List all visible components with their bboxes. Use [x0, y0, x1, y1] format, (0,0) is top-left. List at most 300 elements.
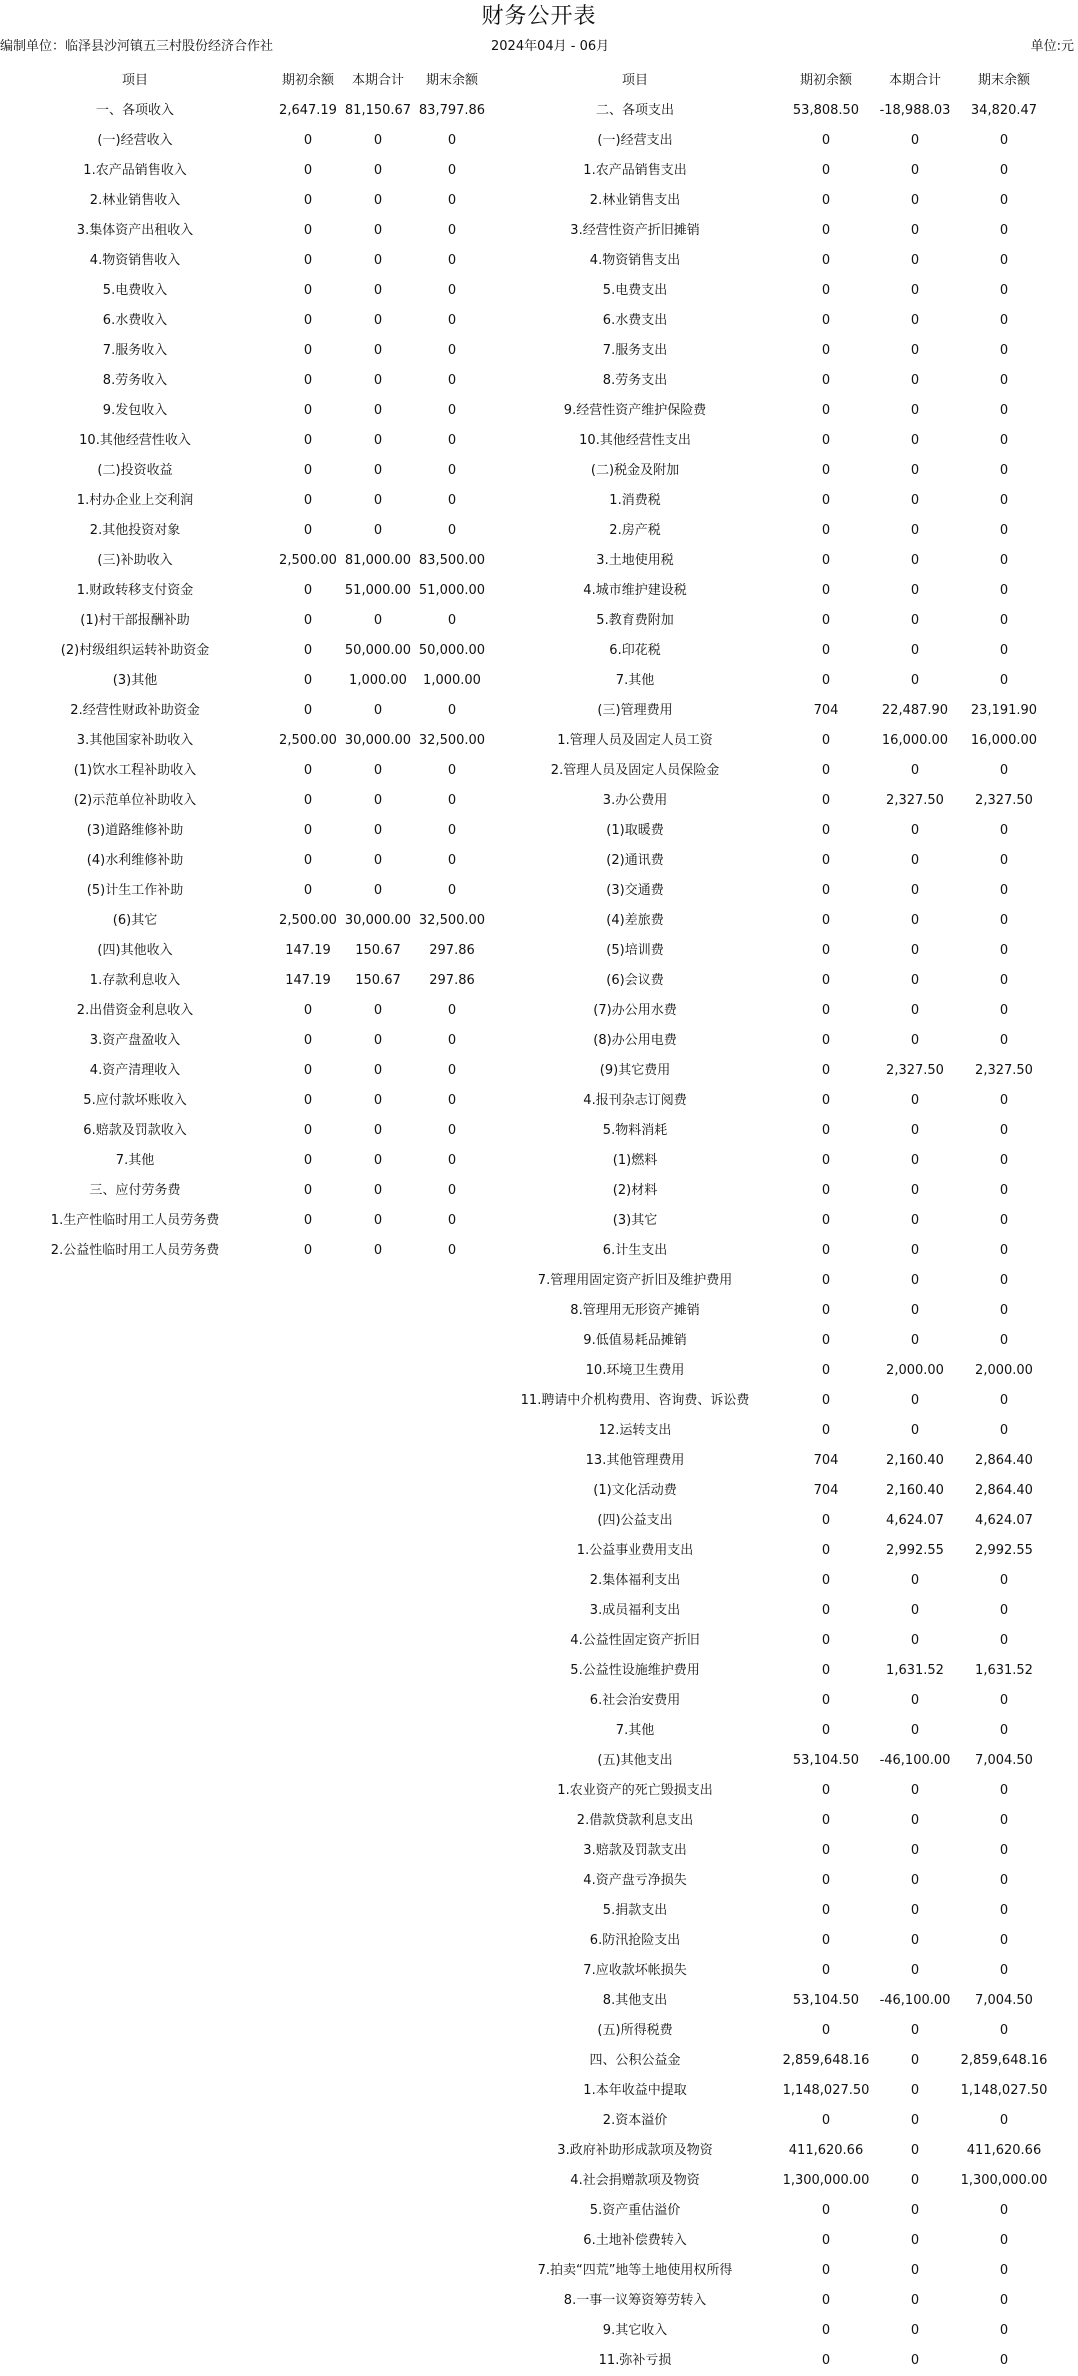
cell-expense-closing: 0 — [999, 913, 1009, 928]
cell-expense-opening: 704 — [813, 1483, 839, 1498]
cell-expense-item: 10.环境卫生费用 — [585, 1363, 685, 1378]
cell-income-period: 0 — [373, 883, 383, 898]
cell-expense-item: (1)取暖费 — [606, 823, 664, 838]
cell-income-closing: 0 — [447, 853, 457, 868]
cell-expense-period: 0 — [910, 1783, 920, 1798]
table-row — [0, 1866, 1078, 1896]
cell-income-opening: 0 — [303, 373, 313, 388]
cell-income-period: 0 — [373, 1243, 383, 1258]
table-row — [0, 1836, 1078, 1866]
cell-income-opening: 0 — [303, 613, 313, 628]
cell-expense-period: 0 — [910, 493, 920, 508]
table-row — [0, 1596, 1078, 1626]
cell-expense-period: 2,992.55 — [886, 1543, 944, 1558]
cell-expense-item: 4.社会捐赠款项及物资 — [570, 2173, 700, 2188]
cell-income-closing: 0 — [447, 163, 457, 178]
cell-income-opening: 0 — [303, 283, 313, 298]
cell-income-period: 0 — [373, 1213, 383, 1228]
cell-income-opening: 0 — [303, 223, 313, 238]
cell-expense-closing: 0 — [999, 1123, 1009, 1138]
cell-expense-opening: 0 — [821, 583, 831, 598]
cell-expense-item: 6.水费支出 — [602, 313, 668, 328]
cell-income-opening: 0 — [303, 163, 313, 178]
cell-income-opening: 2,647.19 — [279, 103, 337, 118]
cell-expense-item: (9)其它费用 — [599, 1063, 671, 1078]
table-row — [0, 1776, 1078, 1806]
cell-expense-period: 0 — [910, 1393, 920, 1408]
table-row — [0, 1326, 1078, 1356]
table-row — [0, 1686, 1078, 1716]
cell-income-period: 0 — [373, 463, 383, 478]
table-row — [0, 606, 1078, 636]
cell-expense-opening: 0 — [821, 2263, 831, 2278]
cell-expense-period: 0 — [910, 2023, 920, 2038]
cell-expense-item: (五)其他支出 — [597, 1753, 673, 1768]
cell-expense-closing: 0 — [999, 1963, 1009, 1978]
cell-expense-opening: 0 — [821, 2323, 831, 2338]
cell-expense-period: 0 — [910, 163, 920, 178]
cell-income-period: 0 — [373, 493, 383, 508]
cell-expense-closing: 0 — [999, 2233, 1009, 2248]
table-row — [0, 1236, 1078, 1266]
cell-expense-opening: 0 — [821, 1693, 831, 1708]
cell-expense-item: 3.赔款及罚款支出 — [583, 1843, 687, 1858]
cell-expense-period: 2,327.50 — [886, 793, 944, 808]
cell-income-opening: 0 — [303, 1093, 313, 1108]
cell-expense-period: 0 — [910, 973, 920, 988]
table-row — [0, 1896, 1078, 1926]
cell-expense-closing: 0 — [999, 1393, 1009, 1408]
table-row — [0, 1176, 1078, 1206]
cell-expense-item: 1.农产品销售支出 — [583, 163, 687, 178]
cell-expense-closing: 2,864.40 — [975, 1453, 1033, 1468]
cell-expense-item: 2.集体福利支出 — [589, 1573, 681, 1588]
cell-expense-opening: 0 — [821, 823, 831, 838]
compiling-unit: 编制单位：临泽县沙河镇五三村股份经济合作社 — [0, 39, 274, 54]
cell-income-closing: 0 — [447, 703, 457, 718]
cell-expense-opening: 0 — [821, 1573, 831, 1588]
cell-expense-closing: 0 — [999, 1183, 1009, 1198]
cell-expense-opening: 0 — [821, 553, 831, 568]
cell-expense-opening: 0 — [821, 1843, 831, 1858]
cell-expense-period: 0 — [910, 1093, 920, 1108]
cell-income-closing: 0 — [447, 1243, 457, 1258]
table-row — [0, 216, 1078, 246]
cell-expense-closing: 0 — [999, 883, 1009, 898]
cell-expense-item: (三)管理费用 — [597, 703, 673, 718]
cell-income-period: 0 — [373, 1003, 383, 1018]
cell-expense-closing: 7,004.50 — [975, 1993, 1033, 2008]
cell-income-closing: 32,500.00 — [418, 913, 486, 928]
cell-expense-closing: 0 — [999, 1153, 1009, 1168]
table-row — [0, 876, 1078, 906]
cell-expense-closing: 2,327.50 — [975, 1063, 1033, 1078]
cell-expense-opening: 0 — [821, 193, 831, 208]
cell-income-item: (1)村干部报酬补助 — [80, 613, 190, 628]
cell-expense-opening: 0 — [821, 2203, 831, 2218]
cell-expense-closing: 16,000.00 — [970, 733, 1038, 748]
table-row — [0, 516, 1078, 546]
cell-expense-item: (四)公益支出 — [597, 1513, 673, 1528]
table-row — [0, 816, 1078, 846]
cell-expense-opening: 0 — [821, 1063, 831, 1078]
cell-income-period: 150.67 — [355, 943, 401, 958]
table-row — [0, 1116, 1078, 1146]
cell-expense-period: 0 — [910, 1333, 920, 1348]
cell-expense-opening: 0 — [821, 403, 831, 418]
cell-expense-period: 0 — [910, 883, 920, 898]
table-row — [0, 786, 1078, 816]
cell-income-closing: 0 — [447, 523, 457, 538]
cell-income-item: 1.村办企业上交利润 — [76, 493, 194, 508]
cell-expense-period: 0 — [910, 1273, 920, 1288]
cell-expense-closing: 0 — [999, 2113, 1009, 2128]
cell-expense-closing: 0 — [999, 2353, 1009, 2368]
cell-expense-item: 2.房产税 — [609, 523, 661, 538]
cell-expense-opening: 0 — [821, 1333, 831, 1348]
table-row — [0, 1506, 1078, 1536]
table-row — [0, 546, 1078, 576]
cell-expense-item: 9.经营性资产维护保险费 — [563, 403, 707, 418]
cell-income-closing: 0 — [447, 313, 457, 328]
cell-income-opening: 0 — [303, 823, 313, 838]
cell-expense-opening: 0 — [821, 673, 831, 688]
cell-expense-period: 0 — [910, 1123, 920, 1138]
cell-expense-opening: 0 — [821, 1123, 831, 1138]
cell-expense-opening: 0 — [821, 913, 831, 928]
cell-expense-closing: 0 — [999, 763, 1009, 778]
cell-expense-period: 0 — [910, 433, 920, 448]
cell-expense-period: 2,327.50 — [886, 1063, 944, 1078]
cell-expense-opening: 0 — [821, 1813, 831, 1828]
cell-income-closing: 0 — [447, 193, 457, 208]
cell-expense-period: 0 — [910, 1423, 920, 1438]
cell-expense-period: 0 — [910, 1033, 920, 1048]
cell-expense-closing: 0 — [999, 1093, 1009, 1108]
cell-income-closing: 0 — [447, 253, 457, 268]
cell-expense-item: 6.印花税 — [609, 643, 661, 658]
cell-expense-opening: 53,104.50 — [792, 1993, 860, 2008]
cell-expense-opening: 0 — [821, 1393, 831, 1408]
cell-income-closing: 0 — [447, 1063, 457, 1078]
cell-expense-opening: 0 — [821, 343, 831, 358]
cell-expense-period: 0 — [910, 133, 920, 148]
cell-expense-opening: 0 — [821, 763, 831, 778]
cell-expense-item: (4)差旅费 — [606, 913, 664, 928]
cell-income-period: 1,000.00 — [349, 673, 407, 688]
table-row — [0, 1416, 1078, 1446]
cell-expense-item: (1)文化活动费 — [593, 1483, 677, 1498]
cell-expense-item: (3)交通费 — [606, 883, 664, 898]
header-item-income: 项目 — [121, 73, 148, 88]
cell-expense-period: 0 — [910, 283, 920, 298]
cell-income-item: 2.林业销售收入 — [89, 193, 181, 208]
cell-income-closing: 0 — [447, 463, 457, 478]
cell-expense-opening: 53,104.50 — [792, 1753, 860, 1768]
cell-income-item: (二)投资收益 — [97, 463, 173, 478]
cell-expense-closing: 0 — [999, 253, 1009, 268]
cell-expense-opening: 0 — [821, 1003, 831, 1018]
cell-expense-period: 0 — [910, 913, 920, 928]
cell-expense-closing: 0 — [999, 463, 1009, 478]
cell-income-item: 7.其他 — [115, 1153, 155, 1168]
table-row — [0, 456, 1078, 486]
cell-income-opening: 0 — [303, 643, 313, 658]
cell-expense-closing: 0 — [999, 283, 1009, 298]
table-row — [0, 2316, 1078, 2346]
cell-income-item: 3.资产盘盈收入 — [89, 1033, 181, 1048]
cell-income-period: 0 — [373, 1093, 383, 1108]
cell-expense-period: 2,160.40 — [886, 1483, 944, 1498]
cell-expense-item: 8.一事一议筹资筹劳转入 — [563, 2293, 707, 2308]
table-row — [0, 126, 1078, 156]
cell-income-period: 0 — [373, 433, 383, 448]
cell-income-item: (3)道路维修补助 — [86, 823, 184, 838]
cell-expense-closing: 7,004.50 — [975, 1753, 1033, 1768]
header-opening-balance-expense: 期初余额 — [799, 73, 852, 88]
cell-income-opening: 0 — [303, 523, 313, 538]
cell-income-item: (3)其他 — [112, 673, 158, 688]
cell-expense-closing: 2,327.50 — [975, 793, 1033, 808]
cell-income-closing: 0 — [447, 1093, 457, 1108]
cell-expense-closing: 1,300,000.00 — [960, 2173, 1048, 2188]
cell-expense-item: (2)通讯费 — [606, 853, 664, 868]
cell-expense-item: 7.管理用固定资产折旧及维护费用 — [537, 1273, 733, 1288]
cell-expense-closing: 2,859,648.16 — [960, 2053, 1048, 2068]
cell-expense-opening: 1,300,000.00 — [782, 2173, 870, 2188]
cell-expense-item: 11.弥补亏损 — [598, 2353, 672, 2368]
cell-expense-period: -46,100.00 — [879, 1753, 951, 1768]
cell-expense-item: 8.其他支出 — [602, 1993, 668, 2008]
cell-expense-period: -46,100.00 — [879, 1993, 951, 2008]
table-row — [0, 1986, 1078, 2016]
cell-expense-opening: 0 — [821, 2233, 831, 2248]
cell-income-period: 0 — [373, 193, 383, 208]
cell-income-opening: 2,500.00 — [279, 913, 337, 928]
cell-expense-closing: 23,191.90 — [970, 703, 1038, 718]
cell-expense-period: 0 — [910, 463, 920, 478]
cell-income-period: 0 — [373, 523, 383, 538]
table-row — [0, 306, 1078, 336]
table-row — [0, 2226, 1078, 2256]
cell-income-item: 9.发包收入 — [102, 403, 168, 418]
cell-income-item: 1.财政转移支付资金 — [76, 583, 194, 598]
cell-expense-period: 0 — [910, 763, 920, 778]
cell-expense-closing: 0 — [999, 493, 1009, 508]
cell-expense-item: (8)办公用电费 — [593, 1033, 677, 1048]
cell-expense-closing: 34,820.47 — [970, 103, 1038, 118]
cell-expense-item: 1.消费税 — [609, 493, 661, 508]
cell-expense-item: 8.管理用无形资产摊销 — [570, 1303, 700, 1318]
table-row — [0, 756, 1078, 786]
cell-income-opening: 0 — [303, 1003, 313, 1018]
cell-income-item: 3.集体资产出租收入 — [76, 223, 194, 238]
cell-expense-closing: 0 — [999, 403, 1009, 418]
cell-expense-period: 0 — [910, 1003, 920, 1018]
table-row — [0, 996, 1078, 1026]
cell-expense-period: 0 — [910, 1603, 920, 1618]
cell-expense-opening: 0 — [821, 493, 831, 508]
cell-expense-closing: 0 — [999, 1783, 1009, 1798]
cell-expense-period: 0 — [910, 1633, 920, 1648]
cell-income-opening: 147.19 — [285, 943, 331, 958]
cell-income-item: 7.服务收入 — [102, 343, 168, 358]
table-row — [0, 726, 1078, 756]
cell-expense-period: 0 — [910, 1153, 920, 1168]
cell-income-period: 50,000.00 — [344, 643, 412, 658]
cell-expense-closing: 0 — [999, 343, 1009, 358]
cell-expense-closing: 0 — [999, 1633, 1009, 1648]
cell-expense-opening: 0 — [821, 253, 831, 268]
cell-income-opening: 0 — [303, 1213, 313, 1228]
cell-expense-item: (二)税金及附加 — [590, 463, 680, 478]
cell-income-opening: 0 — [303, 703, 313, 718]
cell-income-opening: 0 — [303, 403, 313, 418]
cell-expense-closing: 0 — [999, 853, 1009, 868]
cell-expense-closing: 0 — [999, 1693, 1009, 1708]
cell-expense-item: (3)其它 — [612, 1213, 658, 1228]
cell-income-closing: 297.86 — [429, 943, 475, 958]
table-row — [0, 2076, 1078, 2106]
cell-income-period: 0 — [373, 853, 383, 868]
cell-expense-item: 5.教育费附加 — [596, 613, 674, 628]
cell-income-closing: 297.86 — [429, 973, 475, 988]
cell-income-closing: 0 — [447, 283, 457, 298]
cell-income-period: 0 — [373, 793, 383, 808]
cell-income-item: 3.其他国家补助收入 — [76, 733, 194, 748]
cell-expense-closing: 0 — [999, 1423, 1009, 1438]
cell-income-item: 2.其他投资对象 — [89, 523, 181, 538]
cell-expense-opening: 0 — [821, 523, 831, 538]
table-row — [0, 1146, 1078, 1176]
cell-expense-period: 0 — [910, 1873, 920, 1888]
cell-expense-opening: 411,620.66 — [788, 2143, 864, 2158]
header-period-total-income: 本期合计 — [351, 73, 404, 88]
cell-expense-closing: 0 — [999, 2023, 1009, 2038]
cell-expense-closing: 0 — [999, 583, 1009, 598]
cell-income-closing: 83,500.00 — [418, 553, 486, 568]
currency-unit: 单位:元 — [1030, 39, 1074, 54]
cell-expense-item: 2.借款贷款利息支出 — [576, 1813, 694, 1828]
cell-income-closing: 0 — [447, 793, 457, 808]
cell-income-period: 0 — [373, 763, 383, 778]
cell-expense-closing: 0 — [999, 373, 1009, 388]
cell-expense-closing: 0 — [999, 1873, 1009, 1888]
cell-income-period: 0 — [373, 133, 383, 148]
cell-income-item: 4.物资销售收入 — [89, 253, 181, 268]
cell-expense-opening: 0 — [821, 1603, 831, 1618]
cell-expense-item: 2.林业销售支出 — [589, 193, 681, 208]
cell-expense-item: 7.拍卖“四荒”地等土地使用权所得 — [537, 2263, 733, 2278]
cell-income-item: (2)村级组织运转补助资金 — [60, 643, 210, 658]
cell-expense-closing: 0 — [999, 133, 1009, 148]
cell-expense-closing: 4,624.07 — [975, 1513, 1033, 1528]
cell-expense-period: 0 — [910, 313, 920, 328]
cell-expense-period: -18,988.03 — [879, 103, 951, 118]
cell-income-item: 1.存款利息收入 — [89, 973, 181, 988]
cell-income-item: (三)补助收入 — [97, 553, 173, 568]
cell-expense-opening: 0 — [821, 1903, 831, 1918]
cell-expense-closing: 0 — [999, 2263, 1009, 2278]
cell-expense-item: 9.其它收入 — [602, 2323, 668, 2338]
cell-expense-item: 5.捐款支出 — [602, 1903, 668, 1918]
cell-income-opening: 0 — [303, 673, 313, 688]
cell-expense-item: 6.土地补偿费转入 — [583, 2233, 687, 2248]
cell-expense-opening: 0 — [821, 1363, 831, 1378]
cell-expense-opening: 0 — [821, 943, 831, 958]
finance-table — [0, 66, 1078, 2376]
table-row — [0, 1446, 1078, 1476]
cell-income-item: 2.经营性财政补助资金 — [70, 703, 200, 718]
table-row — [0, 1536, 1078, 1566]
cell-income-period: 0 — [373, 1183, 383, 1198]
cell-expense-closing: 0 — [999, 1723, 1009, 1738]
cell-expense-period: 0 — [910, 553, 920, 568]
cell-expense-item: 7.应收款坏帐损失 — [583, 1963, 687, 1978]
cell-income-opening: 2,500.00 — [279, 553, 337, 568]
table-row — [0, 576, 1078, 606]
cell-expense-item: 3.办公费用 — [602, 793, 668, 808]
cell-income-closing: 0 — [447, 1183, 457, 1198]
cell-expense-closing: 2,864.40 — [975, 1483, 1033, 1498]
cell-expense-item: 8.劳务支出 — [602, 373, 668, 388]
cell-expense-opening: 0 — [821, 2353, 831, 2368]
table-row — [0, 966, 1078, 996]
cell-income-opening: 0 — [303, 133, 313, 148]
cell-expense-period: 22,487.90 — [881, 703, 949, 718]
cell-income-closing: 0 — [447, 823, 457, 838]
cell-expense-opening: 0 — [821, 1873, 831, 1888]
cell-income-item: 5.应付款坏账收入 — [83, 1093, 187, 1108]
cell-income-period: 81,150.67 — [344, 103, 412, 118]
cell-income-closing: 0 — [447, 1123, 457, 1138]
cell-expense-item: (2)材料 — [612, 1183, 658, 1198]
cell-expense-closing: 0 — [999, 823, 1009, 838]
cell-expense-period: 16,000.00 — [881, 733, 949, 748]
cell-expense-opening: 0 — [821, 733, 831, 748]
cell-expense-period: 0 — [910, 823, 920, 838]
cell-expense-opening: 0 — [821, 1933, 831, 1948]
cell-expense-closing: 0 — [999, 1213, 1009, 1228]
cell-expense-opening: 0 — [821, 463, 831, 478]
cell-income-item: 4.资产清理收入 — [89, 1063, 181, 1078]
cell-expense-opening: 0 — [821, 1183, 831, 1198]
cell-expense-closing: 0 — [999, 1933, 1009, 1948]
cell-income-item: (四)其他收入 — [97, 943, 173, 958]
cell-expense-item: 2.管理人员及固定人员保险金 — [550, 763, 720, 778]
cell-expense-item: 4.城市维护建设税 — [583, 583, 687, 598]
cell-expense-item: 5.物料消耗 — [602, 1123, 668, 1138]
cell-expense-period: 0 — [910, 1963, 920, 1978]
table-row — [0, 696, 1078, 726]
cell-income-opening: 147.19 — [285, 973, 331, 988]
cell-income-item: 一、各项收入 — [95, 103, 174, 118]
cell-expense-opening: 0 — [821, 1243, 831, 1258]
cell-income-period: 30,000.00 — [344, 913, 412, 928]
cell-expense-item: 4.资产盘亏净损失 — [583, 1873, 687, 1888]
cell-income-closing: 0 — [447, 613, 457, 628]
table-row — [0, 1566, 1078, 1596]
cell-income-period: 0 — [373, 373, 383, 388]
cell-expense-closing: 2,000.00 — [975, 1363, 1033, 1378]
cell-expense-closing: 0 — [999, 643, 1009, 658]
cell-expense-item: 3.成员福利支出 — [589, 1603, 681, 1618]
cell-income-item: 10.其他经营性收入 — [79, 433, 191, 448]
table-row — [0, 1746, 1078, 1776]
cell-expense-item: 二、各项支出 — [595, 103, 674, 118]
cell-income-period: 0 — [373, 253, 383, 268]
cell-income-opening: 0 — [303, 1153, 313, 1168]
